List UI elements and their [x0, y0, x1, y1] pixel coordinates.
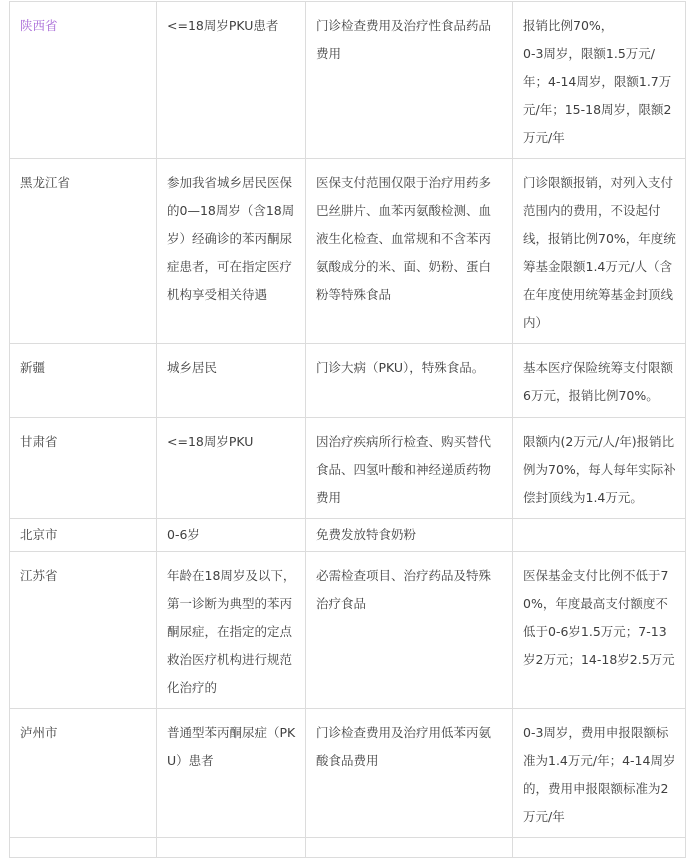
region-link[interactable]: 陕西省 [20, 18, 58, 33]
eligibility-cell: <=18周岁PKU患者 [157, 2, 306, 159]
region-cell[interactable] [10, 2, 157, 159]
coverage-cell: 门诊大病（PKU），特殊食品。 [306, 344, 513, 418]
reimbursement-line: 报销比例70%， [523, 18, 614, 33]
empty-cell [157, 838, 306, 858]
table-row [10, 709, 686, 838]
reimbursement-line: 0-3周岁，限额1.5万元/年；4-14周岁，限额1.7万元/年；15-18周岁，限额2万元/年 [523, 46, 672, 145]
coverage-cell: 门诊检查费用及治疗性食品药品费用 [306, 2, 513, 159]
region-cell: 新疆 [10, 344, 157, 418]
table-row [10, 2, 686, 159]
coverage-cell: 免费发放特食奶粉 [306, 519, 513, 552]
reimbursement-cell: 限额内(2万元/人/年)报销比例为70%，每人每年实际补偿封顶线为1.4万元。 [513, 418, 686, 519]
coverage-cell: 医保支付范围仅限于治疗用药多巴丝肼片、血苯丙氨酸检测、血液生化检查、血常规和不含苯丙氨酸成分的米、面、奶粉、蛋白粉等特殊食品 [306, 159, 513, 344]
eligibility-cell: 参加我省城乡居民医保的0—18周岁（含18周岁）经确诊的苯丙酮尿症患者，可在指定医疗机构享受相关待遇 [157, 159, 306, 344]
coverage-cell: 因治疗疾病所行检查、购买替代食品、四氢叶酸和神经递质药物费用 [306, 418, 513, 519]
reimbursement-cell [513, 2, 686, 159]
table-row [10, 552, 686, 709]
table-row [10, 519, 686, 552]
reimbursement-cell [513, 519, 686, 552]
coverage-cell: 门诊检查费用及治疗用低苯丙氨酸食品费用 [306, 709, 513, 838]
eligibility-cell: 0-6岁 [157, 519, 306, 552]
region-cell: 甘肃省 [10, 418, 157, 519]
table-row-partial [10, 838, 686, 858]
table-row [10, 344, 686, 418]
eligibility-cell: <=18周岁PKU [157, 418, 306, 519]
reimbursement-cell: 门诊限额报销，对列入支付范围内的费用，不设起付线，报销比例70%，年度统筹基金限额1.4万元/人（含在年度使用统筹基金封顶线内） [513, 159, 686, 344]
reimbursement-cell: 0-3周岁，费用申报限额标准为1.4万元/年；4-14周岁的，费用申报限额标准为2万元/年 [513, 709, 686, 838]
empty-cell [306, 838, 513, 858]
region-cell: 泸州市 [10, 709, 157, 838]
eligibility-cell: 普通型苯丙酮尿症（PKU）患者 [157, 709, 306, 838]
eligibility-cell: 城乡居民 [157, 344, 306, 418]
region-cell: 北京市 [10, 519, 157, 552]
eligibility-cell: 年龄在18周岁及以下，第一诊断为典型的苯丙酮尿症，在指定的定点救治医疗机构进行规范化治疗的 [157, 552, 306, 709]
reimbursement-cell: 基本医疗保险统筹支付限额6万元，报销比例70%。 [513, 344, 686, 418]
coverage-cell: 必需检查项目、治疗药品及特殊治疗食品 [306, 552, 513, 709]
pku-policy-table [9, 1, 686, 858]
table-row [10, 159, 686, 344]
region-cell: 黑龙江省 [10, 159, 157, 344]
empty-cell [10, 838, 157, 858]
empty-cell [513, 838, 686, 858]
reimbursement-cell: 医保基金支付比例不低于70%，年度最高支付额度不低于0-6岁1.5万元；7-13岁2万元；14-18岁2.5万元 [513, 552, 686, 709]
table-row [10, 418, 686, 519]
region-cell: 江苏省 [10, 552, 157, 709]
